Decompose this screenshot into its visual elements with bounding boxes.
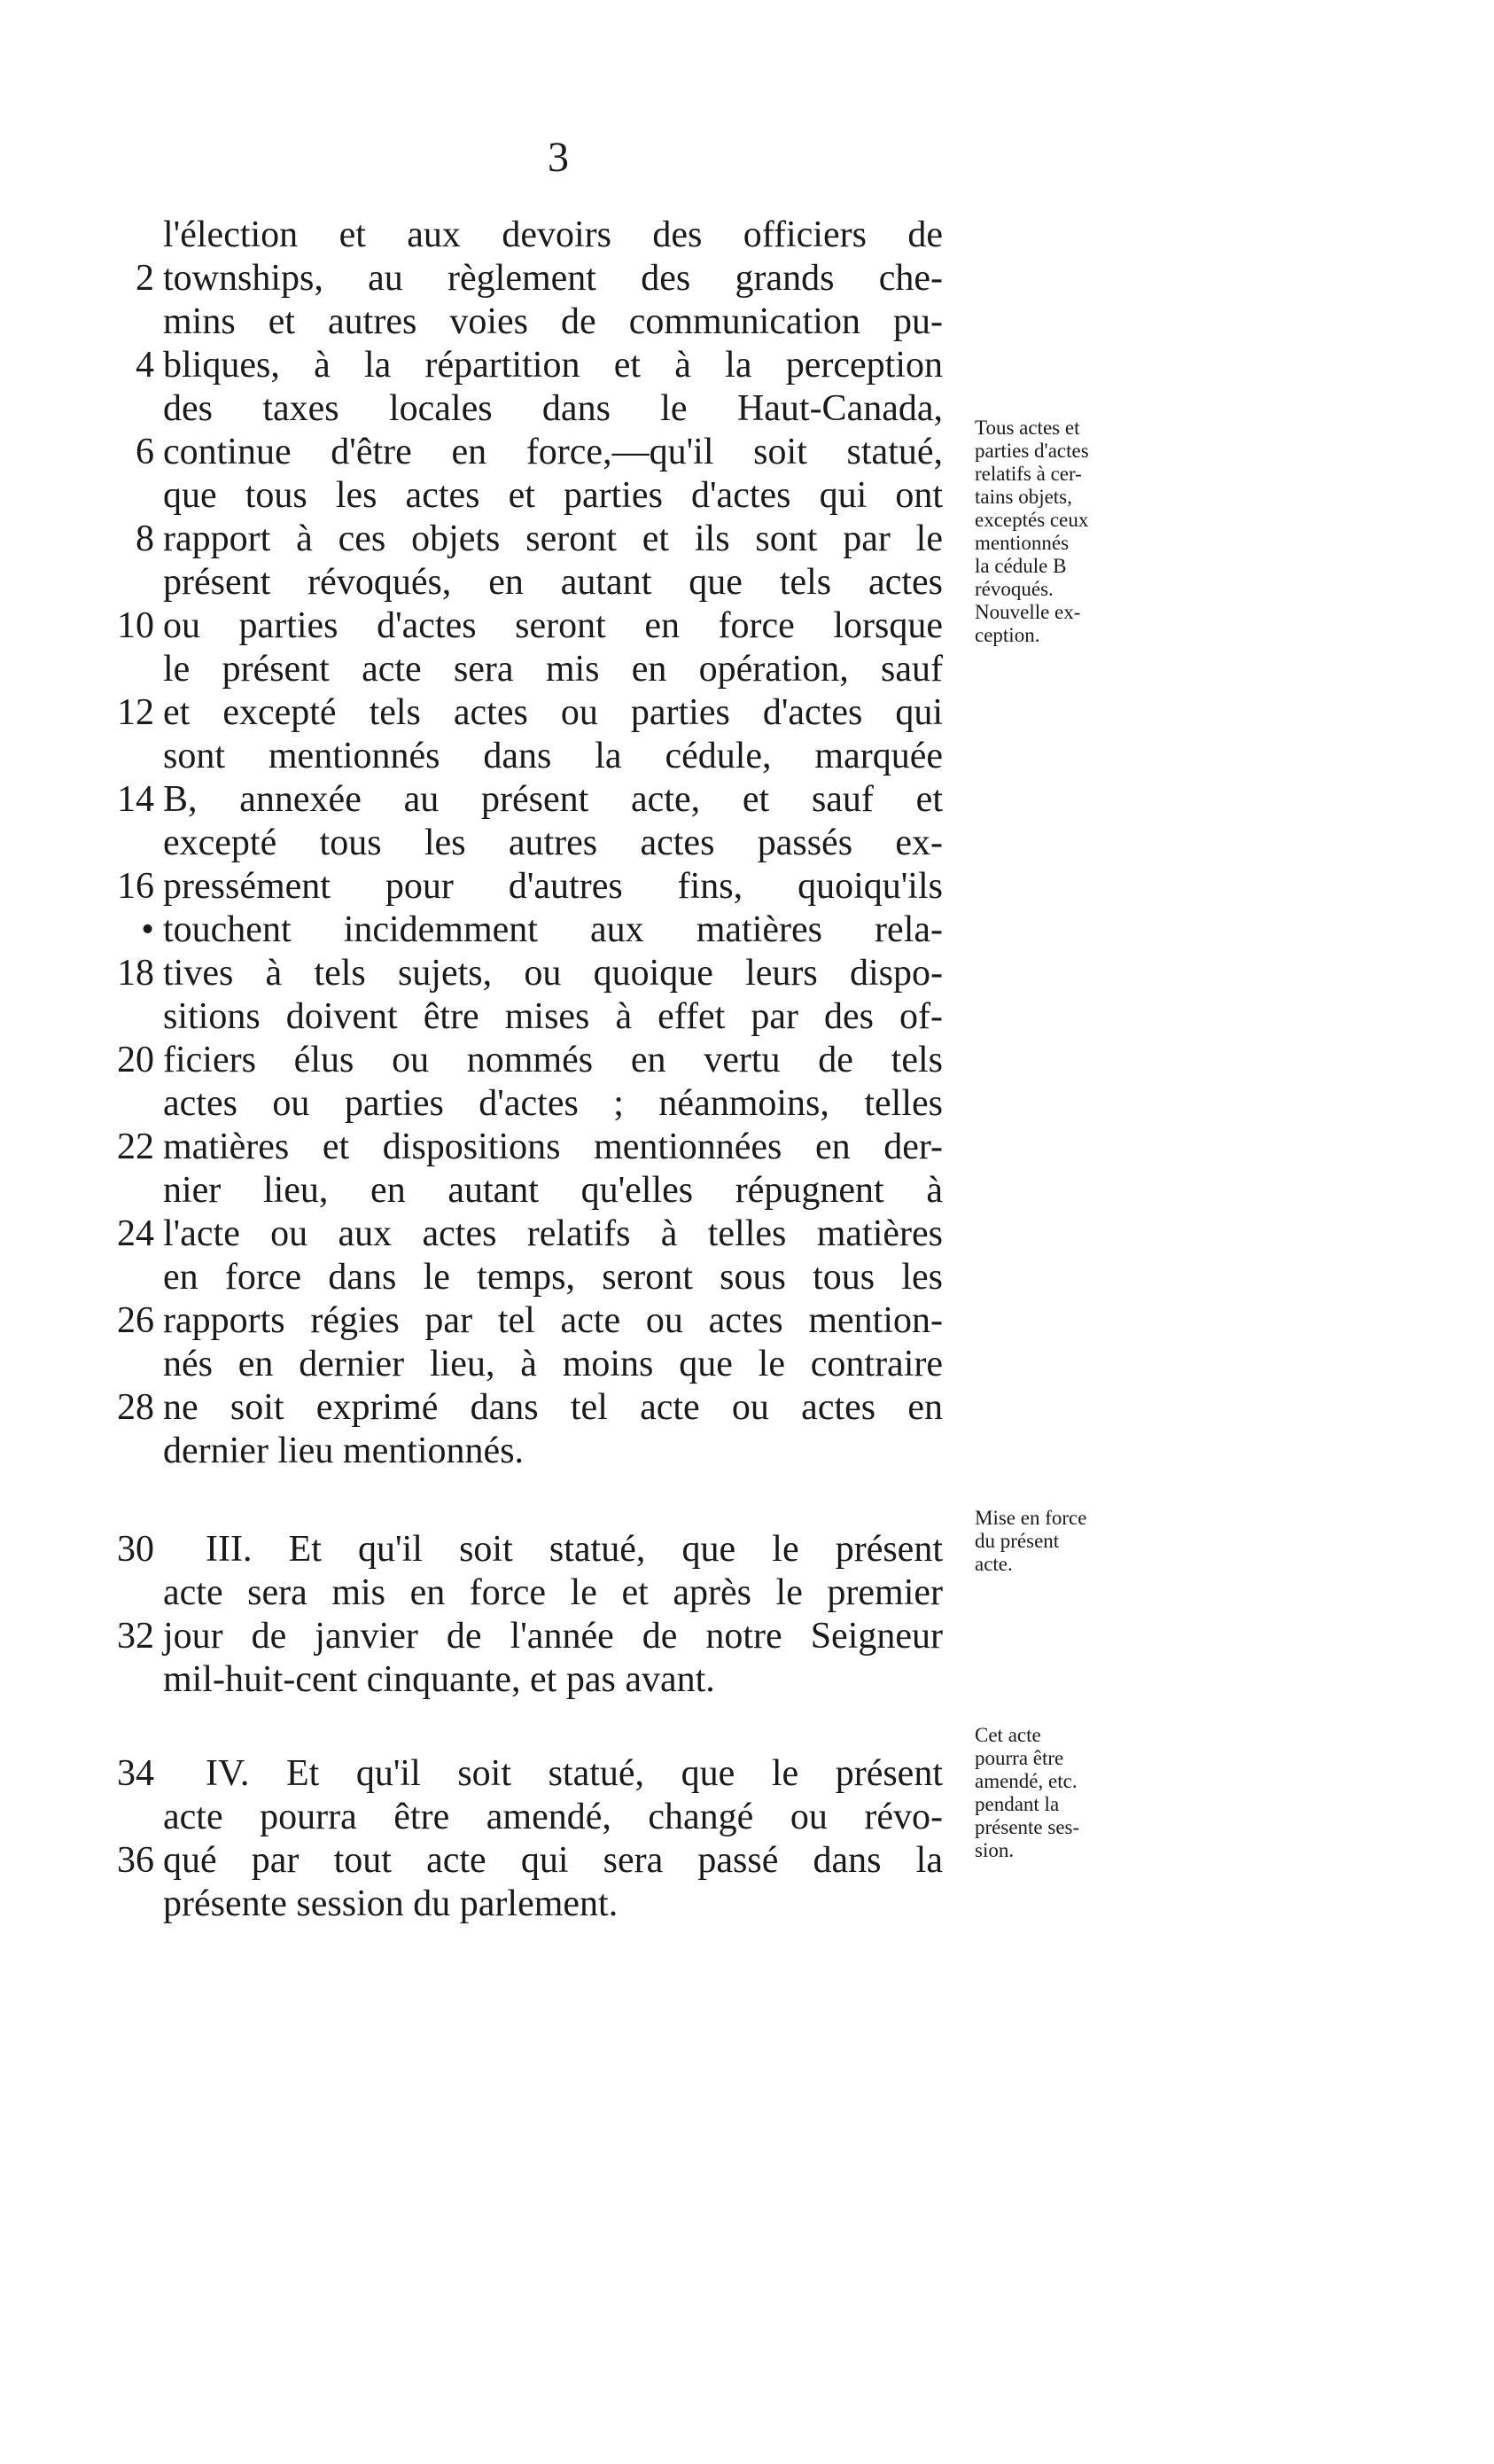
line-text: IV. Et qu'il soit statué, que le présent	[206, 1753, 943, 1794]
margin-note-line: mentionnés	[975, 532, 1070, 554]
line-number: 10	[117, 605, 154, 646]
line-number: 22	[117, 1127, 154, 1167]
line-number: 8	[136, 519, 154, 559]
line-text: l'acte ou aux actes relatifs à telles matières	[163, 1213, 943, 1254]
margin-note-line: pendant la	[975, 1793, 1060, 1815]
margin-note-line: Cet acte	[975, 1724, 1041, 1746]
line-text: sitions doivent être mises à effet par des of-	[163, 996, 943, 1037]
page-number: 3	[548, 134, 569, 181]
line-number: 24	[117, 1213, 154, 1254]
line-text: actes ou parties d'actes ; néanmoins, telles	[163, 1083, 943, 1124]
line-text: l'élection et aux devoirs des officiers de	[163, 214, 943, 255]
line-text: ou parties d'actes seront en force lorsque	[163, 605, 943, 646]
margin-note-line: sion.	[975, 1839, 1015, 1861]
line-text: présent révoqués, en autant que tels actes	[163, 562, 943, 603]
line-text: sont mentionnés dans la cédule, marquée	[163, 736, 943, 776]
line-text: qué par tout acte qui sera passé dans la	[163, 1840, 943, 1881]
line-text: pressément pour d'autres fins, quoiqu'ils	[163, 866, 943, 907]
line-number: 28	[117, 1387, 154, 1428]
line-text: rapport à ces objets seront et ils sont par le	[163, 519, 943, 559]
margin-note-coming-into-force	[975, 1507, 1152, 1576]
margin-note-line: acte.	[975, 1553, 1013, 1575]
line-text: nés en dernier lieu, à moins que le contraire	[163, 1344, 943, 1384]
margin-note-line: du présent	[975, 1530, 1060, 1552]
line-number: 16	[117, 866, 154, 907]
line-number: 36	[117, 1840, 154, 1881]
line-number: 32	[117, 1616, 154, 1657]
margin-note-line: la cédule B	[975, 555, 1067, 577]
line-text: dernier lieu mentionnés.	[163, 1431, 525, 1471]
margin-note-line: amendé, etc.	[975, 1770, 1078, 1792]
margin-note-line: révoqués.	[975, 578, 1054, 600]
line-text: mil-huit-cent cinquante, et pas avant.	[163, 1659, 715, 1700]
line-text: présente session du parlement.	[163, 1883, 619, 1924]
line-text: ne soit exprimé dans tel acte ou actes en	[163, 1387, 943, 1428]
line-text: nier lieu, en autant qu'elles répugnent à	[163, 1170, 943, 1211]
line-text: matières et dispositions mentionnées en der-	[163, 1127, 943, 1167]
line-text: tives à tels sujets, ou quoique leurs dispo-	[163, 953, 943, 994]
margin-note-amendment	[975, 1724, 1152, 1862]
margin-note-line: tains objets,	[975, 486, 1072, 508]
margin-note-repeal	[975, 417, 1152, 647]
line-text: que tous les actes et parties d'actes qui ont	[163, 475, 943, 516]
line-number: •	[141, 909, 154, 950]
line-text: jour de janvier de l'année de notre Seigneur	[163, 1616, 943, 1657]
line-number: 4	[136, 345, 154, 386]
line-number: 26	[117, 1300, 154, 1341]
line-number: 12	[117, 692, 154, 733]
margin-note-line: ception.	[975, 624, 1040, 646]
margin-note-line: pourra être	[975, 1747, 1064, 1769]
margin-note-line: Mise en force	[975, 1507, 1087, 1529]
line-number: 34	[117, 1753, 154, 1794]
line-text: continue d'être en force,—qu'il soit statué,	[163, 432, 943, 472]
line-text: B, annexée au présent acte, et sauf et	[163, 779, 943, 820]
line-text: bliques, à la répartition et à la perception	[163, 345, 943, 386]
line-text: excepté tous les autres actes passés ex-	[163, 823, 943, 863]
line-text: ficiers élus ou nommés en vertu de tels	[163, 1040, 943, 1080]
margin-note-line: parties d'actes	[975, 440, 1089, 462]
line-text: mins et autres voies de communication pu-	[163, 301, 943, 342]
line-text: des taxes locales dans le Haut-Canada,	[163, 388, 943, 429]
margin-note-line: Tous actes et	[975, 417, 1080, 439]
line-number: 2	[136, 258, 154, 299]
margin-note-line: Nouvelle ex-	[975, 601, 1081, 623]
margin-note-line: relatifs à cer-	[975, 463, 1082, 485]
line-text: acte pourra être amendé, changé ou révo-	[163, 1797, 943, 1837]
line-text: touchent incidemment aux matières rela-	[163, 909, 943, 950]
line-text: townships, au règlement des grands che-	[163, 258, 943, 299]
line-text: et excepté tels actes ou parties d'actes qui	[163, 692, 943, 733]
line-number: 14	[117, 779, 154, 820]
line-text: III. Et qu'il soit statué, que le présent	[206, 1529, 943, 1570]
line-number: 30	[117, 1529, 154, 1570]
line-text: le présent acte sera mis en opération, sauf	[163, 649, 943, 690]
line-text: rapports régies par tel acte ou actes mention-	[163, 1300, 943, 1341]
line-text: en force dans le temps, seront sous tous les	[163, 1257, 943, 1298]
margin-note-line: présente ses-	[975, 1816, 1080, 1838]
line-number: 6	[136, 432, 154, 472]
line-text: acte sera mis en force le et après le premier	[163, 1572, 943, 1613]
line-number: 20	[117, 1040, 154, 1080]
line-number: 18	[117, 953, 154, 994]
margin-note-line: exceptés ceux	[975, 509, 1089, 531]
